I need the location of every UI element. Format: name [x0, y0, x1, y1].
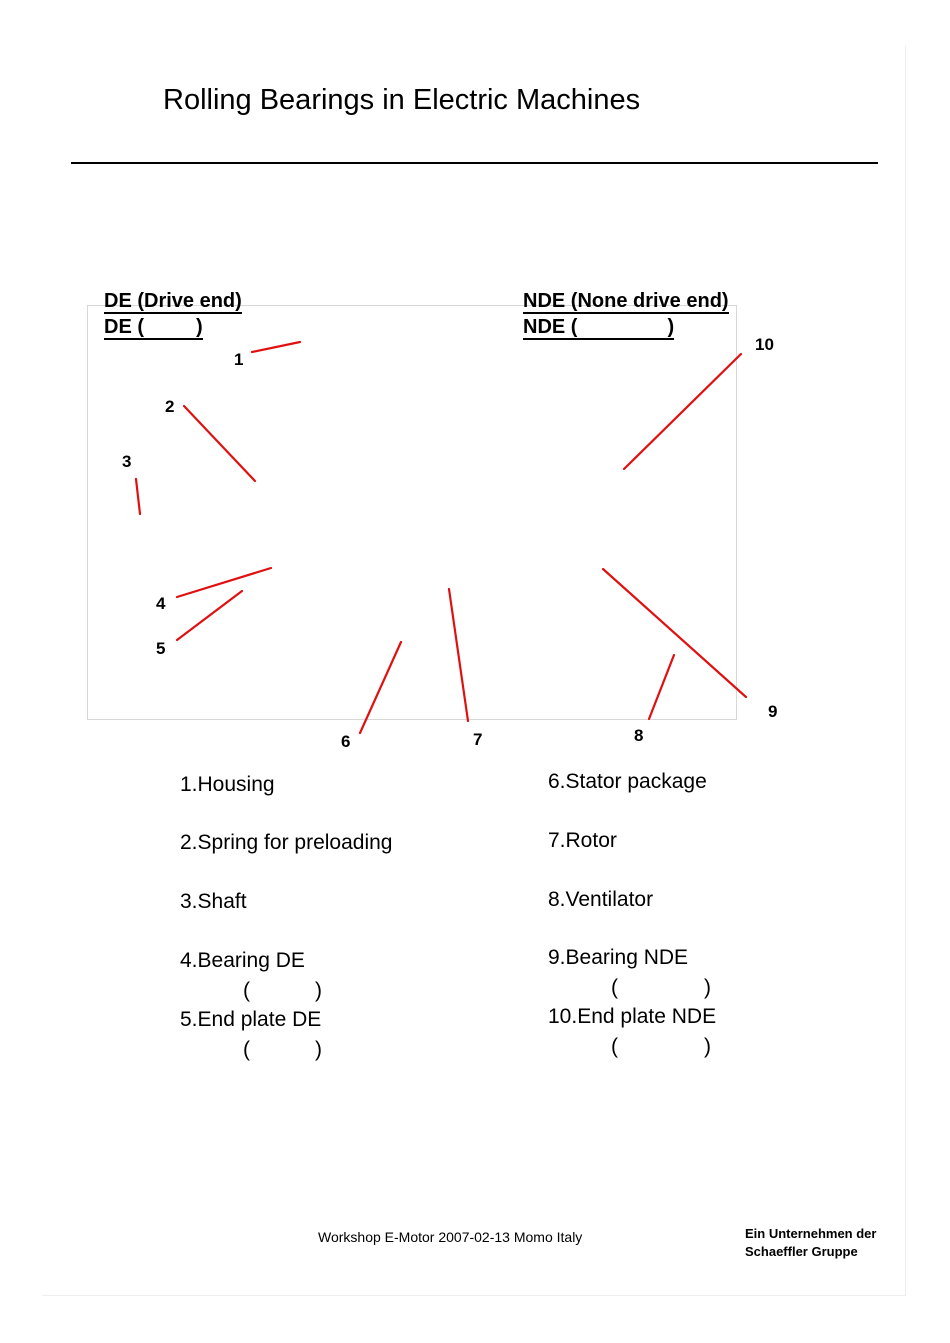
callout-number-5: 5 — [156, 639, 166, 658]
leader-line-2 — [184, 406, 255, 481]
callout-number-2: 2 — [165, 397, 175, 416]
legend-bearing-nde: 9.Bearing NDE — [548, 946, 689, 969]
de-heading-label: DE (Drive end) — [104, 290, 242, 312]
legend-stator: 6.Stator package — [548, 770, 707, 793]
leader-line-3 — [136, 479, 140, 514]
end-plate-de-blank: ( ) — [243, 1038, 322, 1061]
legend-ventilator: 8.Ventilator — [548, 888, 654, 911]
nde-sub-prefix: NDE ( — [523, 316, 578, 338]
legend-end-plate-de: 5.End plate DE — [180, 1008, 322, 1031]
leader-line-10 — [624, 354, 741, 469]
bearing-de-blank: ( ) — [243, 979, 322, 1002]
legend-rotor: 7.Rotor — [548, 829, 617, 852]
leader-line-6 — [360, 642, 401, 733]
company-note — [745, 1225, 876, 1261]
callout-number-1: 1 — [234, 350, 244, 369]
leader-line-5 — [177, 591, 242, 640]
leader-line-1 — [252, 342, 300, 352]
leader-line-8 — [649, 655, 674, 719]
leader-line-4 — [177, 568, 271, 597]
leader-line-9 — [603, 569, 746, 697]
de-sub-suffix: ) — [196, 316, 203, 338]
legend-housing: 1.Housing — [180, 773, 275, 796]
legend-shaft: 3.Shaft — [180, 890, 247, 913]
callout-number-10: 10 — [755, 335, 774, 354]
legend-end-plate-nde: 10.End plate NDE — [548, 1005, 717, 1028]
nde-sub-suffix: ) — [667, 316, 675, 338]
callout-number-8: 8 — [634, 726, 644, 745]
company-line-1: Ein Unternehmen der — [745, 1226, 877, 1241]
legend-spring: 2.Spring for preloading — [180, 831, 393, 854]
de-sub-prefix: DE ( — [104, 316, 144, 338]
bearing-nde-blank: ( ) — [611, 976, 711, 999]
callout-number-4: 4 — [156, 594, 166, 613]
footer-text: Workshop E-Motor 2007-02-13 Momo Italy — [318, 1229, 583, 1245]
callout-number-3: 3 — [122, 452, 132, 471]
leader-line-7 — [449, 589, 468, 721]
end-plate-nde-blank: ( ) — [611, 1035, 711, 1058]
callout-number-9: 9 — [768, 702, 778, 721]
page-title: Rolling Bearings in Electric Machines — [163, 84, 641, 116]
nde-heading-label: NDE (None drive end) — [523, 290, 729, 312]
callout-number-6: 6 — [341, 732, 351, 751]
legend-bearing-de: 4.Bearing DE — [180, 949, 305, 972]
callout-number-7: 7 — [473, 730, 483, 749]
company-line-2: Schaeffler Gruppe — [745, 1244, 858, 1259]
